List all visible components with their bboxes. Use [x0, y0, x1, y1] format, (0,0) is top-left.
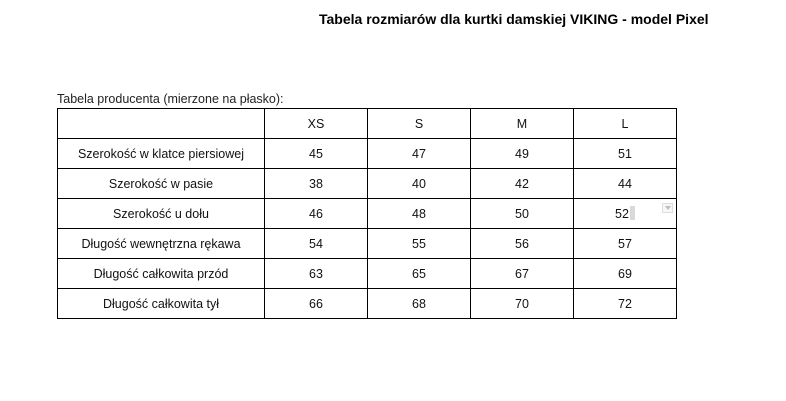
table-row	[58, 199, 677, 229]
header-cell-m[interactable]: M	[471, 109, 574, 139]
table-cell[interactable]: 54	[265, 229, 368, 259]
text-cursor	[630, 206, 635, 220]
table-cell[interactable]: 67	[471, 259, 574, 289]
table-cell[interactable]: 72	[574, 289, 677, 319]
table-cell[interactable]: 66	[265, 289, 368, 319]
table-cell[interactable]: 55	[368, 229, 471, 259]
table-row	[58, 229, 677, 259]
table-cell[interactable]: 56	[471, 229, 574, 259]
table-cell[interactable]: 70	[471, 289, 574, 319]
table-row	[58, 259, 677, 289]
table-cell[interactable]: 48	[368, 199, 471, 229]
table-row	[58, 139, 677, 169]
active-cell-value: 52	[615, 207, 629, 221]
table-cell[interactable]: 57	[574, 229, 677, 259]
table-caption: Tabela producenta (mierzone na płasko):	[57, 92, 284, 106]
table-cell[interactable]: 40	[368, 169, 471, 199]
row-label[interactable]: Długość całkowita tył	[58, 289, 265, 319]
table-cell[interactable]: 44	[574, 169, 677, 199]
size-table	[57, 108, 677, 319]
table-cell[interactable]: 50	[471, 199, 574, 229]
table-cell[interactable]: 68	[368, 289, 471, 319]
active-cell-content	[615, 206, 635, 221]
header-cell-empty[interactable]	[58, 109, 265, 139]
table-row	[58, 289, 677, 319]
header-cell-xs[interactable]: XS	[265, 109, 368, 139]
table-cell[interactable]: 49	[471, 139, 574, 169]
table-cell[interactable]: 46	[265, 199, 368, 229]
table-cell[interactable]: 65	[368, 259, 471, 289]
active-table-cell[interactable]	[574, 199, 677, 229]
header-cell-l[interactable]: L	[574, 109, 677, 139]
header-row	[58, 109, 677, 139]
table-cell[interactable]: 69	[574, 259, 677, 289]
dropdown-arrow-icon[interactable]	[662, 203, 673, 213]
table-cell[interactable]: 38	[265, 169, 368, 199]
row-label[interactable]: Szerokość w klatce piersiowej	[58, 139, 265, 169]
table-cell[interactable]: 42	[471, 169, 574, 199]
page-title: Tabela rozmiarów dla kurtki damskiej VIKING - model Pixel	[319, 11, 709, 27]
header-cell-s[interactable]: S	[368, 109, 471, 139]
table-row	[58, 169, 677, 199]
row-label[interactable]: Szerokość w pasie	[58, 169, 265, 199]
table-cell[interactable]: 47	[368, 139, 471, 169]
table-cell[interactable]: 45	[265, 139, 368, 169]
row-label[interactable]: Długość całkowita przód	[58, 259, 265, 289]
table-cell[interactable]: 51	[574, 139, 677, 169]
row-label[interactable]: Długość wewnętrzna rękawa	[58, 229, 265, 259]
table-cell[interactable]: 63	[265, 259, 368, 289]
row-label[interactable]: Szerokość u dołu	[58, 199, 265, 229]
